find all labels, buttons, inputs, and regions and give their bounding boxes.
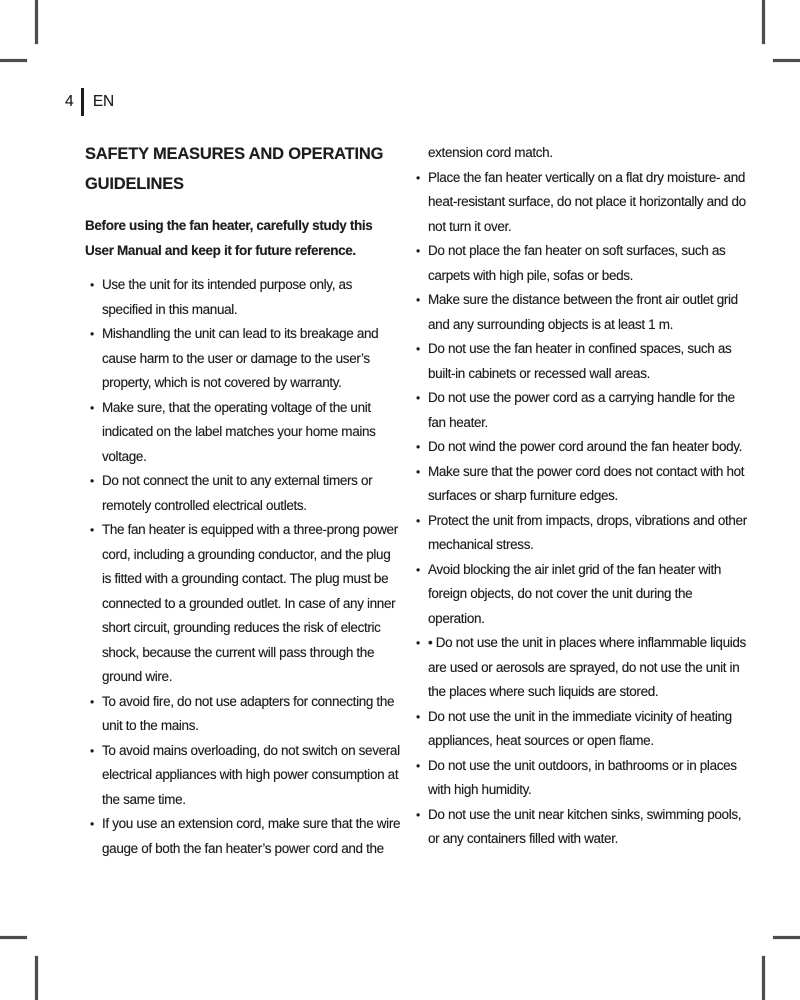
crop-mark-top-left-horizontal <box>0 59 27 62</box>
intro-paragraph: Before using the fan heater, carefully study this User Manual and keep it for future reference. <box>85 218 373 258</box>
bullet-marker: • <box>416 170 420 185</box>
bullet-marker: • <box>90 278 94 292</box>
list-item <box>411 631 747 705</box>
left-column <box>85 139 402 861</box>
list-item <box>411 337 747 386</box>
language-label: EN <box>92 93 115 110</box>
list-item <box>411 803 747 852</box>
bullet-marker: • <box>416 464 420 479</box>
bullet-marker: • <box>90 523 94 537</box>
list-item-text: Do not use the fan heater in confined spaces, such as built-in cabinets or recessed wall areas. <box>428 341 732 381</box>
list-item <box>411 558 747 632</box>
list-item <box>411 239 747 288</box>
bullet-marker: • <box>416 244 420 258</box>
bullet-marker: • <box>90 400 94 415</box>
list-item <box>411 386 747 435</box>
list-item-text: Mishandling the unit can lead to its breakage and cause harm to the user or damage to the user’s property, which is not covered by warranty. <box>102 326 379 390</box>
list-item-text: Do not place the fan heater on soft surfaces, such as carpets with high pile, sofas or beds. <box>428 243 726 283</box>
list-item <box>85 518 402 690</box>
bullet-marker: • <box>416 709 420 724</box>
list-item <box>411 288 747 337</box>
list-item-text: Avoid blocking the air inlet grid of the fan heater with foreign objects, do not cover the unit during the operation. <box>428 561 722 626</box>
crop-mark-bottom-left-horizontal <box>0 936 27 939</box>
bullet-marker: • <box>90 817 94 831</box>
list-item <box>411 509 747 558</box>
crop-mark-top-left-vertical <box>35 0 38 44</box>
safety-list-right <box>411 166 747 852</box>
right-column <box>411 141 747 852</box>
page-number: 4 <box>65 93 74 110</box>
list-item-text: Make sure the distance between the front air outlet grid and any surrounding objects is at least 1 m. <box>428 292 738 332</box>
list-item-text: The fan heater is equipped with a three-prong power cord, including a grounding conductor, and the plug is fitted with a grounding contact. The plug must be connected to a grounded outlet. In case of any inner short circuit, grounding reduces the risk of electric shock, because the current will pass through the ground wire. <box>102 522 398 684</box>
list-item-text: Make sure that the power cord does not contact with hot surfaces or sharp furniture edges. <box>428 463 745 503</box>
bullet-marker: • <box>416 391 420 405</box>
list-item <box>85 690 402 739</box>
list-item-text: Do not wind the power cord around the fan heater body. <box>428 439 743 454</box>
list-item <box>85 322 402 396</box>
list-item-text: Do not use the unit in the immediate vicinity of heating appliances, heat sources or open flame. <box>428 708 732 748</box>
list-item <box>411 705 747 754</box>
list-item <box>85 739 402 813</box>
list-item <box>85 469 402 518</box>
bullet-marker: • <box>90 474 94 488</box>
list-item <box>411 435 747 460</box>
bullet-marker: • <box>90 327 94 341</box>
list-item-text: Do not use the unit outdoors, in bathrooms or in places with high humidity. <box>428 757 737 797</box>
safety-list-left <box>85 273 402 861</box>
list-item <box>411 166 747 240</box>
list-item-text: Place the fan heater vertically on a flat dry moisture- and heat-resistant surface, do not place it horizontally and do not turn it over. <box>428 169 746 234</box>
list-item-text: Do not use the power cord as a carrying handle for the fan heater. <box>428 390 735 430</box>
page-header <box>65 88 114 116</box>
bullet-marker: • <box>416 758 420 773</box>
bullet-marker: • <box>416 636 420 650</box>
crop-mark-top-right-horizontal <box>773 59 800 62</box>
continuation-text: extension cord match. <box>428 145 553 160</box>
bullet-marker: • <box>416 293 420 307</box>
bullet-marker: • <box>416 807 420 822</box>
bullet-marker: • <box>90 694 94 709</box>
bullet-marker: • <box>90 743 94 758</box>
list-item-text: Do not use the unit near kitchen sinks, swimming pools, or any containers filled with water. <box>428 806 742 846</box>
bullet-marker: • <box>416 562 420 577</box>
list-item <box>411 754 747 803</box>
bullet-marker: • <box>416 440 420 454</box>
section-title: SAFETY MEASURES AND OPERATING GUIDELINES <box>85 145 384 193</box>
crop-mark-bottom-right-vertical <box>762 956 765 1000</box>
list-item-text: Protect the unit from impacts, drops, vibrations and other mechanical stress. <box>428 512 747 552</box>
list-item-text: • Do not use the unit in places where inflammable liquids are used or aerosols are sprayed, do not use the unit in the places where such liquids are stored. <box>428 635 746 699</box>
list-item-text: If you use an extension cord, make sure that the wire gauge of both the fan heater’s power cord and the <box>102 816 401 856</box>
bullet-marker: • <box>416 513 420 528</box>
bullet-marker: • <box>416 342 420 356</box>
list-item-text: Use the unit for its intended purpose only, as specified in this manual. <box>102 277 353 317</box>
list-item <box>85 273 402 322</box>
crop-mark-bottom-left-vertical <box>35 956 38 1000</box>
list-item <box>411 460 747 509</box>
list-item-text: To avoid mains overloading, do not switch on several electrical appliances with high power consumption at the same time. <box>102 742 400 807</box>
list-item <box>85 396 402 470</box>
list-item <box>85 812 402 861</box>
crop-mark-bottom-right-horizontal <box>773 936 800 939</box>
page-header-divider <box>81 88 84 116</box>
list-item-text: To avoid fire, do not use adapters for connecting the unit to the mains. <box>102 693 395 733</box>
list-item-text: Do not connect the unit to any external timers or remotely controlled electrical outlets. <box>102 473 373 513</box>
list-item-text: Make sure, that the operating voltage of the unit indicated on the label matches your home mains voltage. <box>102 399 376 464</box>
crop-mark-top-right-vertical <box>762 0 765 44</box>
